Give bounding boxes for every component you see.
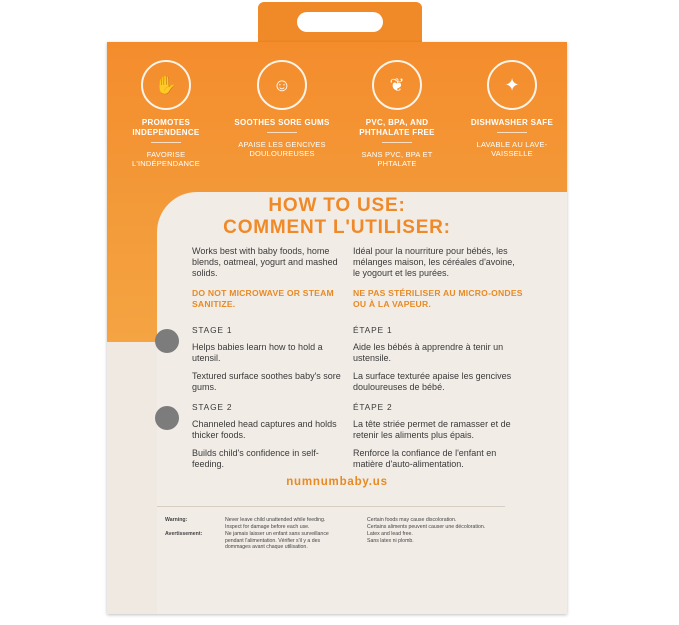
feature-label-en: PROMOTES INDEPENDENCE: [132, 118, 200, 137]
title-en: HOW TO USE:: [268, 195, 406, 216]
stage2-p1: Channeled head captures and holds thicker foods.: [192, 419, 337, 440]
feature-gums: [232, 60, 332, 158]
etape2-label: ÉTAPE 2: [353, 402, 393, 412]
stage1-en: [192, 325, 342, 393]
baby-face-icon: ☺: [257, 60, 307, 110]
etape2-p1: La tête striée permet de ramasser et de retenir les aliments plus épais.: [353, 419, 511, 440]
website-url: numnumbaby.us: [286, 476, 388, 488]
spoon-stage1-icon: [155, 329, 179, 353]
stage2-p2: Builds child's confidence in self-feeding.: [192, 448, 319, 469]
latex-free-fr: Sans latex ni plomb.: [367, 538, 414, 544]
hang-hole: [297, 12, 383, 32]
avertissement-text: Ne jamais laisser un enfant sans surveillance pendant l'alimentation. Vérifier s'il y a des dommages avant chaque utilisation.: [225, 531, 329, 551]
avertissement-label: Avertissement:: [165, 531, 203, 537]
feature-dishwasher: [462, 60, 562, 158]
dishwasher-icon: ✦: [487, 60, 537, 110]
intro-en: Works best with baby foods, home blends, oatmeal, yogurt and mashed solids.: [192, 246, 338, 278]
etape1-label: ÉTAPE 1: [353, 325, 393, 335]
intro-en-block: [192, 246, 342, 309]
warning-label: Warning:: [165, 517, 188, 523]
package-back: [107, 42, 567, 614]
warning-text: Never leave child unattended while feeding. Inspect for damage before each use.: [225, 517, 326, 530]
intro-fr-block: [353, 246, 523, 309]
stage1-p2: Textured surface soothes baby's sore gums.: [192, 371, 341, 392]
title-fr: COMMENT L'UTILISER:: [223, 217, 451, 238]
hands-icon: ✋: [141, 60, 191, 110]
stage2-fr: [353, 402, 523, 470]
warning-fr: NE PAS STÉRILISER AU MICRO-ONDES OU À LA VAPEUR.: [353, 288, 523, 309]
stage1-fr: [353, 325, 523, 393]
intro-fr: Idéal pour la nourriture pour bébés, les mélanges maison, les céréales d'avoine, le yogourt et les purées.: [353, 246, 515, 278]
feature-label-fr: FAVORISE L'INDÉPENDANCE: [132, 150, 200, 168]
discoloration-en: Certain foods may cause discoloration.: [367, 517, 457, 523]
feature-label-fr: SANS PVC, BPA ET PHTALATE: [361, 150, 433, 168]
etape1-p2: La surface texturée apaise les gencives douloureuses de bébé.: [353, 371, 512, 392]
latex-free-en: Latex and lead free.: [367, 531, 413, 537]
feature-independence: [116, 60, 216, 168]
discoloration-fr: Certains aliments peuvent causer une décoloration.: [367, 524, 486, 530]
warning-box: [157, 506, 505, 573]
stage1-p1: Helps babies learn how to hold a utensil.: [192, 342, 323, 363]
feature-label-en: DISHWASHER SAFE: [470, 118, 554, 127]
etape2-p2: Renforce la confiance de l'enfant en matière d'auto-alimentation.: [353, 448, 497, 469]
etape1-p1: Aide les bébés à apprendre à tenir un ustensile.: [353, 342, 504, 363]
warning-en: DO NOT MICROWAVE OR STEAM SANITIZE.: [192, 288, 334, 309]
spoon-stage2-icon: [155, 406, 179, 430]
stage2-en: [192, 402, 342, 470]
leaf-icon: ❦: [372, 60, 422, 110]
feature-label-fr: APAISE LES GENCIVES DOULOUREUSES: [238, 140, 326, 158]
feature-label-en: PVC, BPA, AND PHTHALATE FREE: [359, 118, 435, 137]
feature-label-en: SOOTHES SORE GUMS: [234, 118, 330, 127]
stage1-label: STAGE 1: [192, 325, 233, 335]
feature-pvc-free: [347, 60, 447, 168]
feature-label-fr: LAVABLE AU LAVE-VAISSELLE: [476, 140, 548, 158]
stage2-label: STAGE 2: [192, 402, 233, 412]
